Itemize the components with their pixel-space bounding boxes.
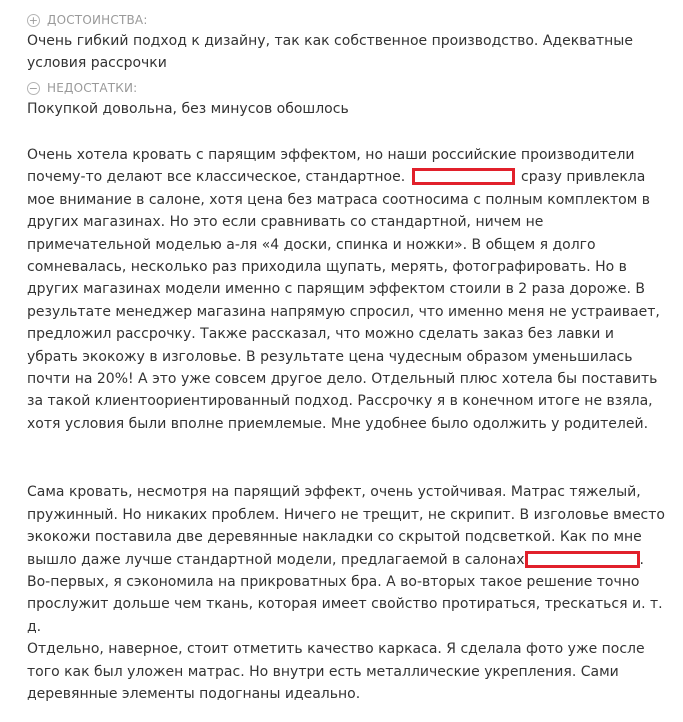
plus-icon: + <box>28 13 39 27</box>
review-container <box>27 10 667 705</box>
review-paragraph-3: Отдельно, наверное, стоит отметить качество каркаса. Я сделала фото уже после того как был уложен матрас. Но внутри есть металлические укрепления. Сами деревянные элементы подогнаны идеально. <box>27 641 645 702</box>
pros-label: ДОСТОИНСТВА: <box>47 13 148 27</box>
cons-header <box>27 78 667 98</box>
redaction-box <box>412 168 515 185</box>
redaction-box <box>525 551 640 568</box>
paragraph-1-start: Очень хотела кровать с парящим эффектом, но наши российские производители почему-то делают все классическое, стандартное. <box>27 147 635 186</box>
review-paragraph-2 <box>27 481 667 638</box>
pros-text: Очень гибкий подход к дизайну, так как собственное производство. Адекватные условия рассрочки <box>27 33 633 71</box>
pros-header <box>27 10 667 30</box>
cons-text: Покупкой довольна, без минусов обошлось <box>27 101 349 117</box>
paragraph-1-end: сразу привлекла мое внимание в салоне, хотя цена без матраса соотносима с полным комплектом в других магазинах. Но это если сравнивать со стандартной, ничем не примечательной моделью а-ля «4 доски, спинка и ножки». В общем я долго сомневалась, несколько раз приходила щупать, мерять, фотографировать. Но в других магазинах модели именно с парящим эффектом стоили в 2 раза дороже. В результате менеджер магазина напрямую спросил, что именно меня не устраивает, предложил рассрочку. Также рассказал, что можно сделать заказ без лавки и убрать экокожу в изголовье. В результате цена чудесным образом уменьшилась почти на 20%! А это уже совсем другое дело. Отдельный плюс хотела бы поставить за такой клиентоориентированный подход. Рассрочку я в конечном итоге не взяла, хотя условия были вполне приемлемые. Мне удобнее было одолжить у родителей. <box>27 169 660 432</box>
minus-icon: − <box>28 81 39 95</box>
cons-label: НЕДОСТАТКИ: <box>47 81 138 95</box>
paragraph-2-end: . Во-первых, я сэкономила на прикроватных бра. А во-вторых такое решение точно прослужит дольше чем ткань, которая имеет свойство протираться, трескаться и. т. д. <box>27 551 663 635</box>
paragraph-2-start: Сама кровать, несмотря на парящий эффект, очень устойчивая. Матрас тяжелый, пружинный. Но никаких проблем. Ничего не трещит, не скрипит. В изголовье вместо экокожи поставила две деревянные накладки со скрытой подсветкой. Как по мне вышло даже лучше стандартной модели, предлагаемой в салонах <box>27 484 665 568</box>
review-paragraph-1 <box>27 144 667 435</box>
